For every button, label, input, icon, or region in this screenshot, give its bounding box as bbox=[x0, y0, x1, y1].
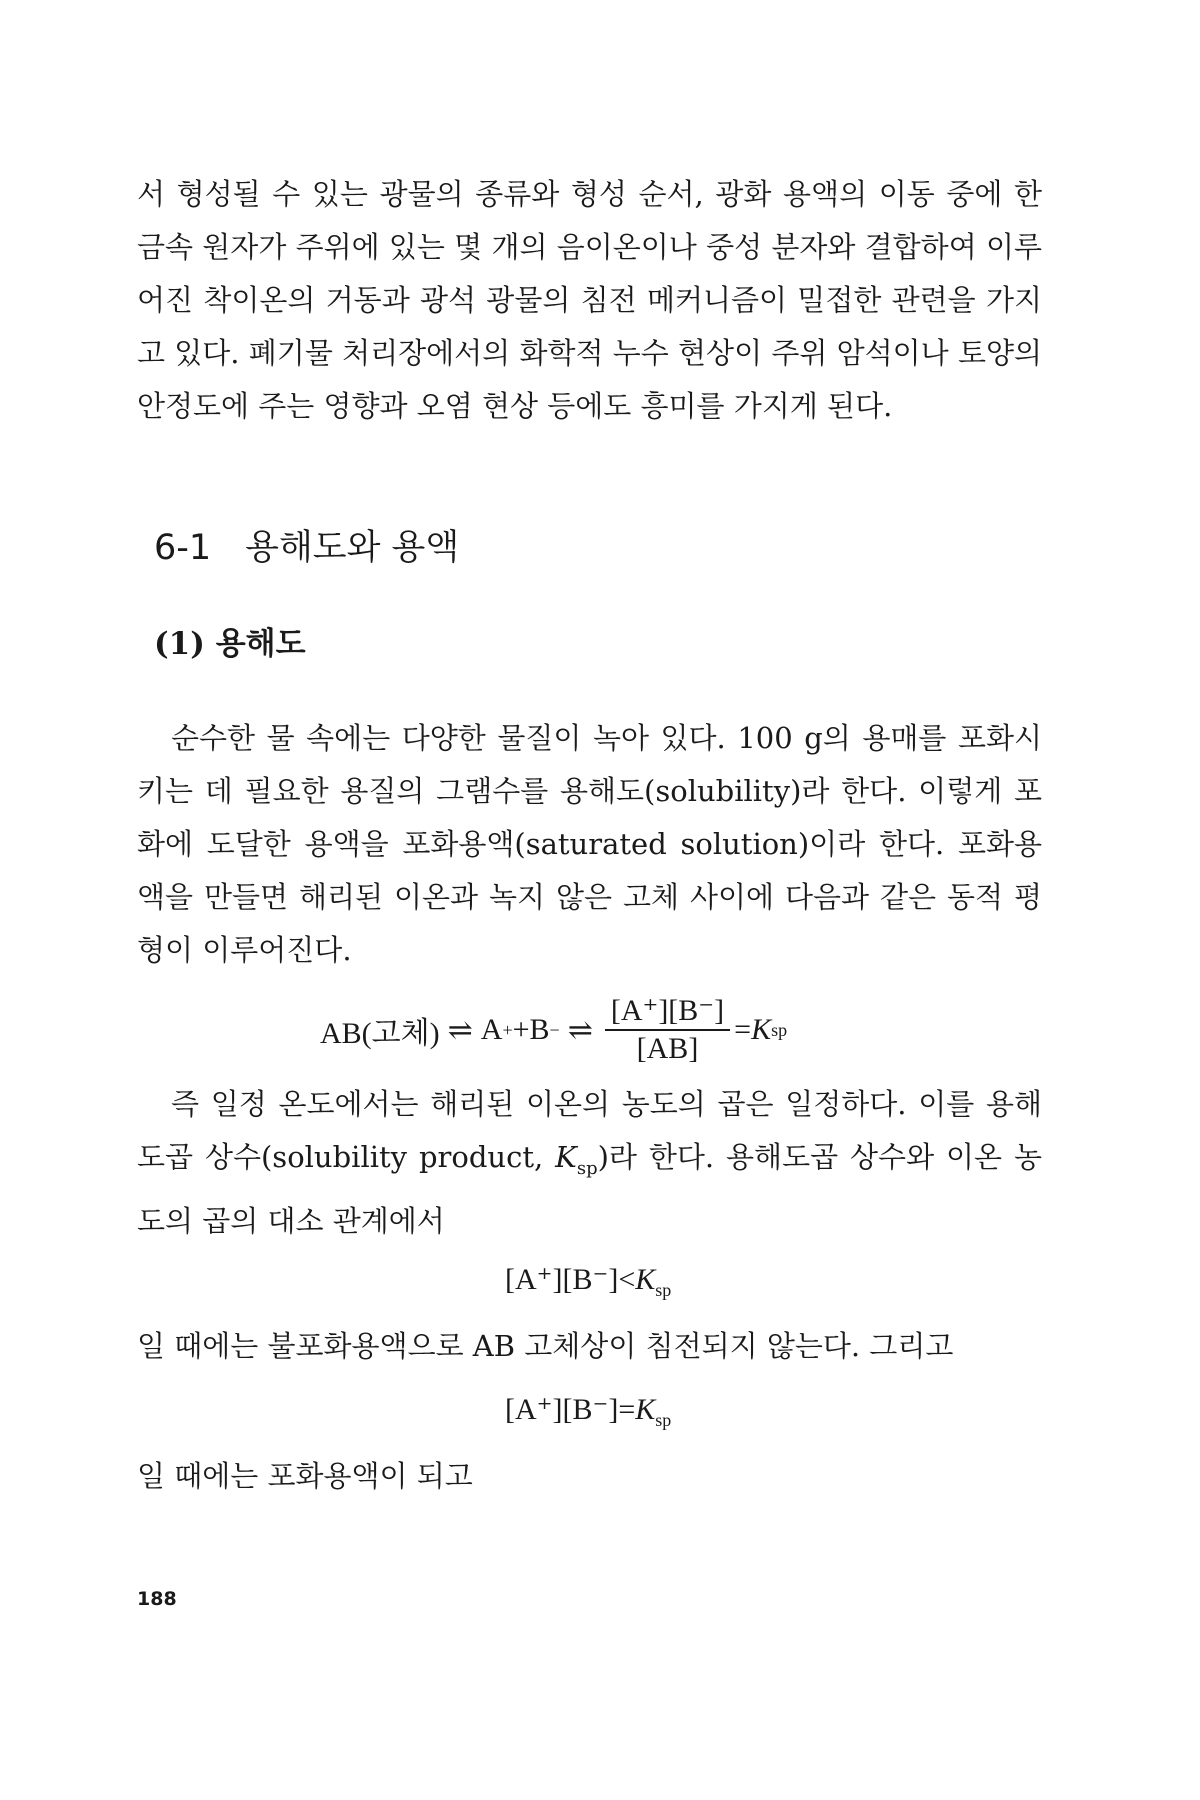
eq1-k: K bbox=[751, 1013, 772, 1046]
section-title: 용해도와 용액 bbox=[245, 528, 460, 568]
eq1-plus: + bbox=[512, 1013, 530, 1046]
eq1-anion: B bbox=[529, 1013, 550, 1046]
inequality-equation bbox=[505, 1262, 671, 1301]
paragraph-saturated: 일 때에는 포화용액이 되고 bbox=[137, 1459, 473, 1493]
p3-text-a: 즉 일정 온도에서는 해리된 이온의 농도의 곱은 일정하다. 이를 용해도곱 상수(solubility product, bbox=[137, 1087, 1042, 1174]
eq1-cation: A bbox=[480, 1013, 503, 1046]
p3-text-b: )라 한다. 용해도곱 상수와 이온 농도의 곱의 대소 관계에서 bbox=[137, 1140, 1042, 1238]
eq3-op: = bbox=[618, 1393, 636, 1426]
eq3-k-subscript: sp bbox=[655, 1410, 672, 1430]
eq1-anion-charge: − bbox=[549, 1019, 560, 1040]
subsection-heading: (1) 용해도 bbox=[154, 626, 306, 662]
eq2-k-subscript: sp bbox=[655, 1280, 672, 1300]
p3-k: K bbox=[555, 1140, 577, 1174]
eq1-k-subscript: sp bbox=[771, 1019, 788, 1040]
eq2-k: K bbox=[635, 1263, 656, 1296]
eq1-fraction-denominator: [AB] bbox=[636, 1032, 699, 1065]
paragraph-solubility: 순수한 물 속에는 다양한 물질이 녹아 있다. 100 g의 용매를 포화시키는 데 필요한 용질의 그램수를 용해도(solubility)라 한다. 이렇게 포화에 도달한 용액을 포화용액(saturated solution)이라 한다. 포화용액을 만들면 해리된 이온과 녹지 않은 고체 사이에 다음과 같은 동적 평형이 이루어진다. bbox=[137, 721, 1042, 967]
eq1-reactant: AB(고체) bbox=[320, 1017, 440, 1050]
equilibrium-equation bbox=[320, 990, 787, 1070]
equilibrium-arrow-1: ⇌ bbox=[447, 1013, 473, 1047]
section-number: 6-1 bbox=[154, 528, 212, 568]
eq1-cation-charge: + bbox=[502, 1019, 513, 1040]
eq3-k: K bbox=[635, 1393, 656, 1426]
page-number: 188 bbox=[137, 1588, 177, 1610]
equilibrium-arrow-2: ⇌ bbox=[567, 1013, 593, 1047]
paragraph-solubility-product bbox=[137, 1078, 1042, 1248]
equality-equation bbox=[505, 1392, 671, 1431]
eq1-fraction bbox=[605, 995, 730, 1065]
paragraph-intro-continuation: 서 형성될 수 있는 광물의 종류와 형성 순서, 광화 용액의 이동 중에 한 금속 원자가 주위에 있는 몇 개의 음이온이나 중성 분자와 결합하여 이루어진 착이온의 거동과 광석 광물의 침전 메커니즘이 밀접한 관련을 가지고 있다. 폐기물 처리장에서의 화학적 누수 현상이 주위 암석이나 토양의 안정도에 주는 영향과 오염 현상 등에도 흥미를 가지게 된다. bbox=[137, 177, 1042, 423]
eq1-equals: = bbox=[734, 1013, 752, 1046]
eq3-lhs: [A⁺][B⁻] bbox=[505, 1393, 619, 1426]
eq2-op: < bbox=[618, 1263, 636, 1296]
eq2-lhs: [A⁺][B⁻] bbox=[505, 1263, 619, 1296]
paragraph-unsaturated: 일 때에는 불포화용액으로 AB 고체상이 침전되지 않는다. 그리고 bbox=[137, 1329, 954, 1363]
eq1-fraction-numerator: [A⁺][B⁻] bbox=[605, 995, 730, 1031]
p3-k-subscript: sp bbox=[576, 1157, 598, 1179]
section-heading bbox=[154, 520, 459, 570]
